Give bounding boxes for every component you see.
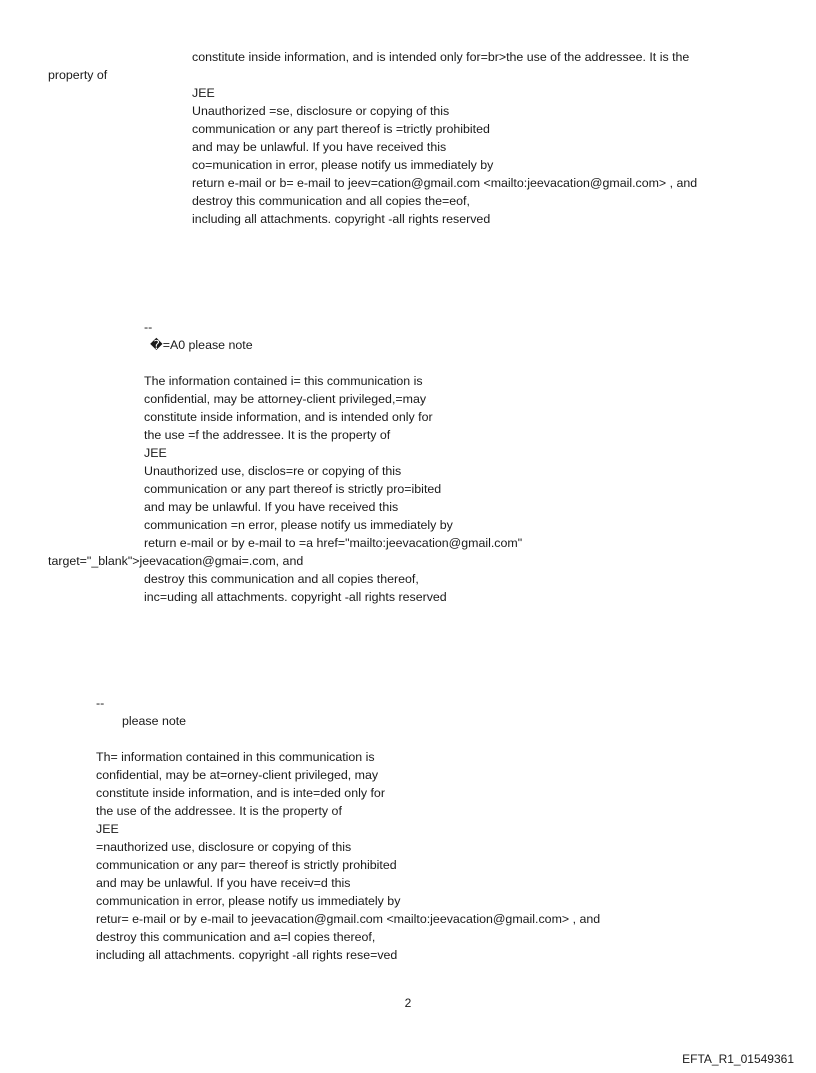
text-line: property of: [48, 68, 108, 82]
document-id: EFTA_R1_01549361: [682, 1052, 794, 1066]
text-line: inc=uding all attachments. copyright -all rights reserved: [144, 590, 447, 604]
text-line: co=munication in error, please notify us immediately by: [192, 158, 494, 172]
separator: --: [96, 696, 105, 710]
text-line: destroy this communication and a=l copies thereof,: [96, 930, 376, 944]
text-line: retur= e-mail or by e-mail to jeevacation@gmail.com <mailto:jeevacation@gmail.com> , and: [96, 912, 601, 926]
text-line: JEE: [96, 822, 119, 836]
text-line: return e-mail or b= e-mail to jeev=cation@gmail.com <mailto:jeevacation@gmail.com> , and: [192, 176, 698, 190]
please-note-heading: �=A0 please note: [150, 338, 253, 352]
page-number: 2: [404, 996, 412, 1010]
text-line: communication or any par= thereof is strictly prohibited: [96, 858, 397, 872]
text-line: constitute inside information, and is inte=ded only for: [96, 786, 385, 800]
text-line: JEE: [192, 86, 215, 100]
text-line: and may be unlawful. If you have received this: [192, 140, 447, 154]
text-line: including all attachments. copyright -all rights reserved: [192, 212, 491, 226]
text-line: communication =n error, please notify us immediately by: [144, 518, 453, 532]
text-line: destroy this communication and all copies thereof,: [144, 572, 419, 586]
text-line: The information contained i= this communication is: [144, 374, 423, 388]
text-line: Unauthorized =se, disclosure or copying of this: [192, 104, 450, 118]
text-line: communication or any part thereof is strictly pro=ibited: [144, 482, 442, 496]
text-line: confidential, may be attorney-client privileged,=may: [144, 392, 427, 406]
text-line: =nauthorized use, disclosure or copying of this: [96, 840, 352, 854]
text-line: and may be unlawful. If you have receiv=d this: [96, 876, 351, 890]
text-line: destroy this communication and all copies the=eof,: [192, 194, 470, 208]
text-line: including all attachments. copyright -all rights rese=ved: [96, 948, 398, 962]
text-line: and may be unlawful. If you have received this: [144, 500, 399, 514]
text-line: return e-mail or by e-mail to =a href="mailto:jeevacation@gmail.com": [144, 536, 523, 550]
text-line: JEE: [144, 446, 167, 460]
text-line: the use =f the addressee. It is the property of: [144, 428, 391, 442]
separator: --: [144, 320, 153, 334]
text-line: constitute inside information, and is intended only for=br>the use of the addressee. It is the: [192, 50, 690, 64]
text-line: the use of the addressee. It is the property of: [96, 804, 342, 818]
please-note-heading: please note: [122, 714, 187, 728]
text-line: confidential, may be at=orney-client privileged, may: [96, 768, 379, 782]
text-line: target="_blank">jeevacation@gmai=.com, and: [48, 554, 304, 568]
text-line: constitute inside information, and is intended only for: [144, 410, 433, 424]
text-line: Th= information contained in this communication is: [96, 750, 375, 764]
text-line: Unauthorized use, disclos=re or copying of this: [144, 464, 402, 478]
text-line: communication in error, please notify us immediately by: [96, 894, 401, 908]
text-line: communication or any part thereof is =trictly prohibited: [192, 122, 490, 136]
